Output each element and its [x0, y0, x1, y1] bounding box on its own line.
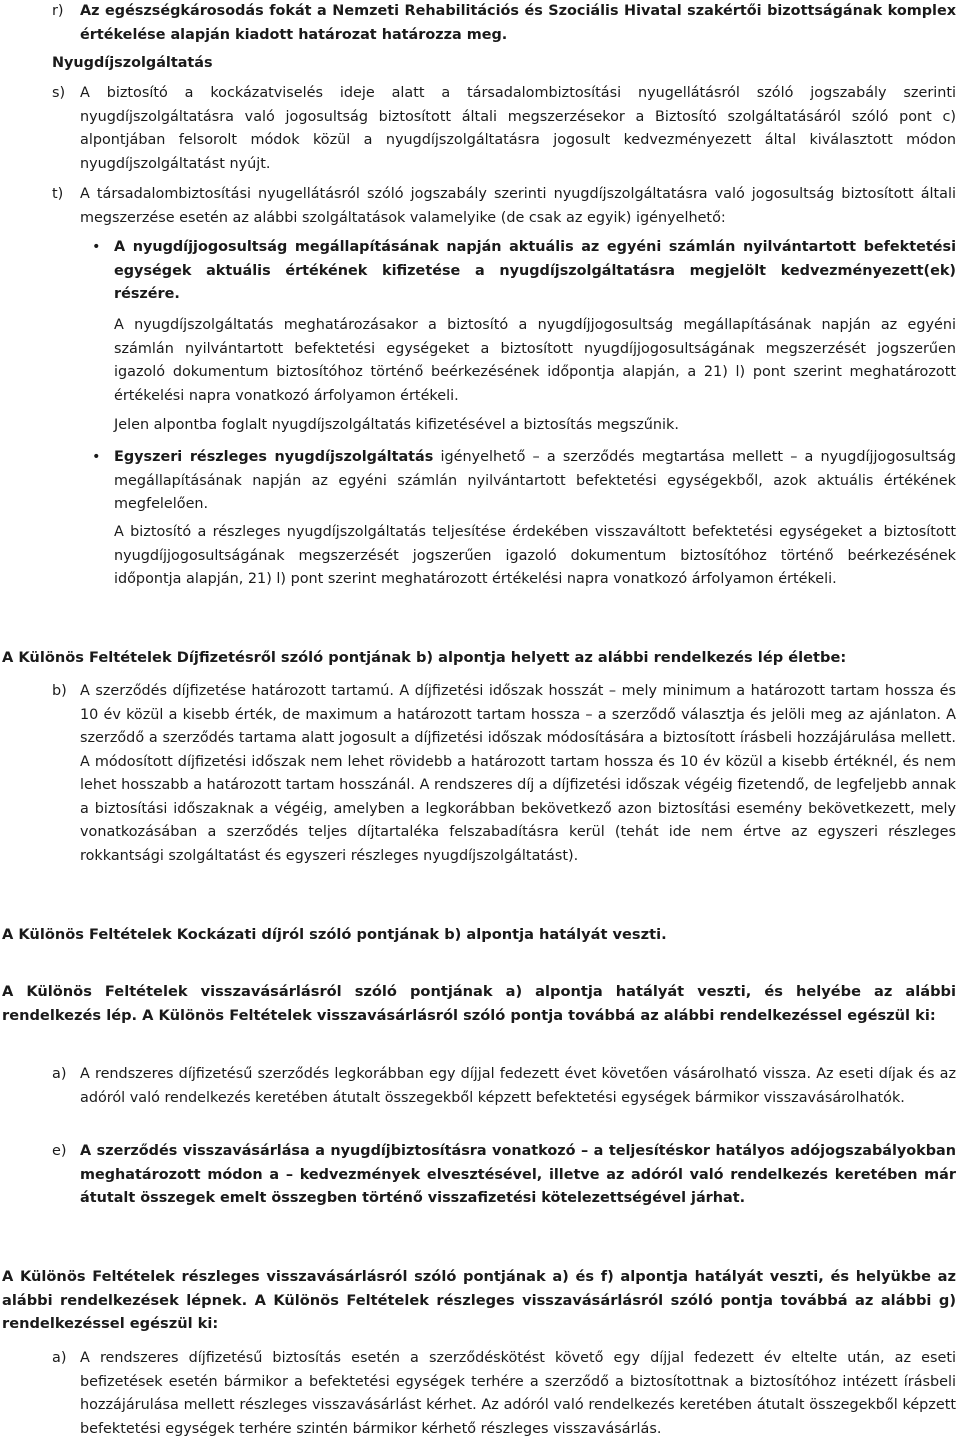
sec3-a-text: A rendszeres díjfizetésű szerződés legkorábban egy díjjal fedezett évet követően vásárolható vissza. Az eseti díjak és az adóról való rendelkezés keretében átutalt összegekből képzett befektetési egységek bármikor visszavásárolhatók.	[80, 1066, 956, 1106]
section-heading-partial-surrender: A Különös Feltételek részleges visszavásárlásról szóló pontjának a) és f) alpontja hatályát veszti, és helyükbe az alábbi rendelkezések lépnek. A Különös Feltételek részleges visszavásárlásról szóló pontja továbbá az alábbi g) rendelkezéssel egészül ki:	[2, 1268, 956, 1332]
sec4-a-text: A rendszeres díjfizetésű biztosítás esetén a szerződéskötést követő egy díjjal fedezett év eltelte után, az eseti befizetések esetén bármikor a befektetési egységek terhére a szerződő a biztosítottnak a biztosítóhoz intézett írásbeli hozzájárulása mellett részleges visszavásárlást kérhet. Az adóról való rendelkezés keretében átutalt összegekből képzett befektetési egységek terhére szintén bármikor kérhető részleges visszavásárlás.	[80, 1350, 956, 1437]
section-heading-risk-fee: A Különös Feltételek Kockázati díjról szóló pontjának b) alpontja hatályát veszti.	[2, 926, 667, 943]
item-label-s: s)	[52, 85, 66, 101]
bullet-mark-1: •	[92, 239, 101, 255]
item-s-text: A biztosító a kockázatviselés ideje alatt a társadalombiztosítási nyugellátásról szóló jogszabály szerinti nyugdíjszolgáltatásra való jogosultság biztosított általi megszerzésekor a Biztosító szolgáltatásáról szóló pont c) alpontjában felsorolt módok közül a nyugdíjszolgáltatásra jogosult kedvezményezett által kiválasztott módon nyugdíjszolgáltatást nyújt.	[80, 85, 956, 172]
bullet-1-para-2: Jelen alpontba foglalt nyugdíjszolgáltatás kifizetésével a biztosítás megszűnik.	[114, 417, 679, 433]
bullet-mark-2: •	[92, 449, 101, 465]
item-label-r: r)	[52, 3, 64, 19]
item-r-text: Az egészségkárosodás fokát a Nemzeti Rehabilitációs és Szociális Hivatal szakértői bizottságának komplex értékelése alapján kiadott határozat határozza meg.	[80, 3, 956, 43]
bullet-2-rest: igényelhető – a szerződés megtartása mellett – a nyugdíjjogosultság megállapításának napján az egyéni számlán nyilvántartott befektetési egységekből, azok aktuális értékének megfelelően.	[114, 449, 956, 512]
section-heading-surrender: A Különös Feltételek visszavásárlásról szóló pontjának a) alpontja hatályát veszti, és helyébe az alábbi rendelkezés lép. A Különös Feltételek visszavásárlásról szóló pontja továbbá az alábbi rendelkezéssel egészül ki:	[2, 983, 956, 1024]
item-t-text: A társadalombiztosítási nyugellátásról szóló jogszabály szerinti nyugdíjszolgáltatásra való jogosultság biztosított általi megszerzése esetén az alábbi szolgáltatások valamelyike (de csak az egyik) igényelhető:	[80, 186, 956, 226]
bullet-2-para-1: A biztosító a részleges nyugdíjszolgáltatás teljesítése érdekében visszaváltott befektetési egységeket a biztosított nyugdíjjogosultságának megszerzését jogszerűen igazoló dokumentum biztosítóhoz történő beérkezésének időpontja alapján, 21) l) pont szerint meghatározott értékelési napra vonatkozó árfolyamon értékeli.	[114, 524, 956, 587]
bullet-2-text	[114, 446, 956, 517]
bullet-2-bold: Egyszeri részleges nyugdíjszolgáltatás	[114, 449, 434, 465]
sec1-label-b: b)	[52, 683, 67, 699]
section-heading-premium: A Különös Feltételek Díjfizetésről szóló pontjának b) alpontja helyett az alábbi rendelkezés lép életbe:	[2, 649, 847, 666]
subheading-pension: Nyugdíjszolgáltatás	[52, 55, 213, 71]
sec4-label-a: a)	[52, 1350, 67, 1366]
bullet-1-para-1: A nyugdíjszolgáltatás meghatározásakor a biztosító a nyugdíjjogosultság megállapításának napján az egyéni számlán nyilvántartott befektetési egységeket a biztosított nyugdíjjogosultságának megszerzését jogszerűen igazoló dokumentum biztosítóhoz történő beérkezésének időpontja alapján, a 21) l) pont szerint meghatározott értékelési napra vonatkozó árfolyamon értékeli.	[114, 317, 956, 404]
sec3-label-e: e)	[52, 1143, 67, 1159]
bullet-1-bold: A nyugdíjjogosultság megállapításának napján aktuális az egyéni számlán nyilvántartott befektetési egységek aktuális értékének kifizetése a nyugdíjszolgáltatásra megjelölt kedvezményezett(ek) részére.	[114, 239, 956, 302]
sec1-b-text: A szerződés díjfizetése határozott tartamú. A díjfizetési időszak hosszát – mely minimum a határozott tartam hossza és 10 év közül a kisebb érték, de maximum a határozott tartam hossza – a szerződő választja és jelöli meg az ajánlaton. A szerződő a szerződés tartama alatt jogosult a díjfizetési időszak módosítására a biztosított írásbeli hozzájárulása mellett. A módosított díjfizetési időszak nem lehet rövidebb a határozott tartam hossza és 10 év közül a kisebb értéknél, és nem lehet hosszabb a határozott tartam hosszánál. A rendszeres díj a díjfizetési időszak végéig fizetendő, de legfeljebb annak a biztosítási időszaknak a végéig, amelyben a legkorábban bekövetkező azon biztosítási esemény bekövetkezett, mely vonatkozásában a szerződés teljes díjtartaléka felszabadításra kerül (tehát ide nem értve az egyszeri részleges rokkantsági szolgáltatást és egyszeri részleges nyugdíjszolgáltatást).	[80, 683, 956, 864]
sec3-label-a: a)	[52, 1066, 67, 1082]
sec3-e-text: A szerződés visszavásárlása a nyugdíjbiztosításra vonatkozó – a teljesítéskor hatályos adójogszabályokban meghatározott módon a – kedvezmények elvesztésével, illetve az adóról való rendelkezés keretében már átutalt összegek emelt összegben történő visszafizetési kötelezettségével járhat.	[80, 1143, 956, 1206]
item-label-t: t)	[52, 186, 64, 202]
